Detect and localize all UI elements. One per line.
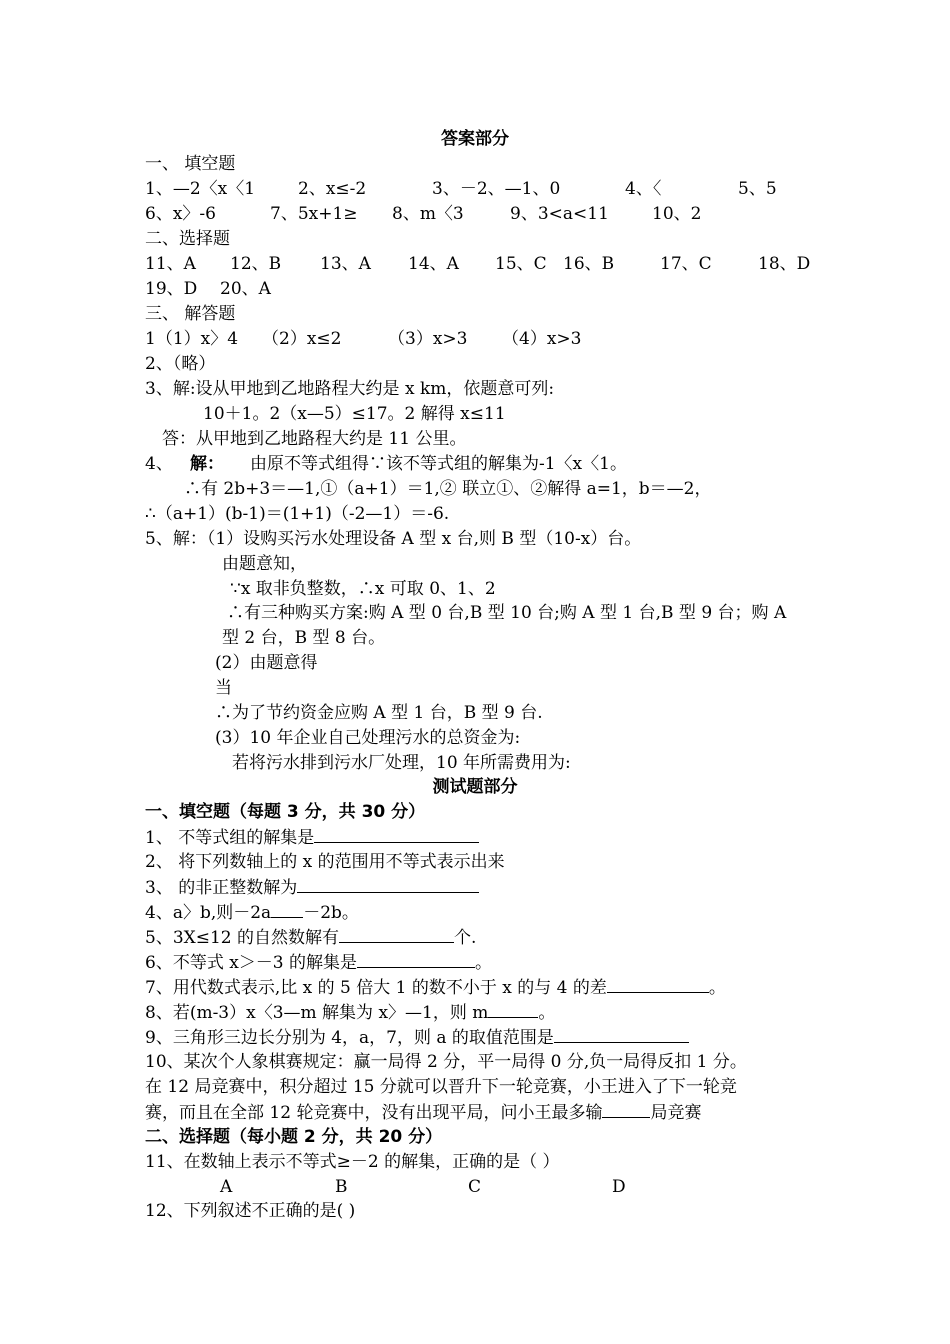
answer-item: 11、A (145, 254, 196, 274)
question-text: －2b。 (303, 903, 359, 923)
answer-line: 2、（略） (145, 354, 216, 374)
question-3 (145, 876, 479, 899)
answer-line: ∴有 2b+3＝—1,①（a+1）＝1,② 联立①、②解得 a=1，b＝—2， (184, 479, 712, 499)
question-text: 4、a〉b,则－2a (145, 903, 272, 923)
answer-blank[interactable] (297, 876, 479, 893)
question-4 (145, 901, 359, 924)
answer-item: 7、5x+1≥ (270, 204, 358, 224)
answer-line: 答：从甲地到乙地路程大约是 11 公里。 (162, 429, 467, 449)
answer-item: 16、B (563, 254, 615, 274)
question-6 (145, 951, 492, 974)
option-c[interactable]: C (468, 1177, 482, 1197)
answer-item: 5、5 (738, 179, 777, 199)
option-d[interactable]: D (612, 1177, 626, 1197)
test-title: 测试题部分 (432, 777, 518, 797)
question-text: 。 (538, 1003, 556, 1023)
answer-blank[interactable] (339, 926, 454, 943)
answer-item: 20、A (220, 279, 271, 299)
answer-item: 12、B (230, 254, 282, 274)
answer-line: 3、解:设从甲地到乙地路程大约是 x km，依题意可列: (145, 379, 555, 399)
option-b[interactable]: B (335, 1177, 348, 1197)
answer-item: 6、x〉-6 (145, 204, 216, 224)
answer-line: 当 (215, 678, 232, 698)
question-text: 7、用代数式表示,比 x 的 5 倍大 1 的数不小于 x 的与 4 的差 (145, 978, 607, 998)
question-text: 5、3X≤12 的自然数解有 (145, 928, 340, 948)
question-12: 12、下列叙述不正确的是( ) (145, 1201, 356, 1221)
answer-blank[interactable] (314, 826, 479, 843)
test-section-choice: 二、选择题（每小题 2 分，共 20 分） (145, 1127, 443, 1147)
answer-blank[interactable] (357, 951, 475, 968)
answer-item: 13、A (320, 254, 371, 274)
answers-section-solve: 三、 解答题 (145, 304, 236, 324)
answer-line: ∴有三种购买方案:购 A 型 0 台,B 型 10 台;购 A 型 1 台,B 型 9 台；购 A (227, 603, 787, 623)
answer-item: 4、〈 (625, 179, 662, 199)
question-10-line-3 (145, 1101, 701, 1124)
answer-item: 19、D (145, 279, 198, 299)
question-5 (145, 926, 476, 949)
answer-blank[interactable] (554, 1026, 689, 1043)
question-text: 个. (454, 928, 477, 948)
question-8 (145, 1001, 555, 1024)
answer-item: 1（1）x〉4 (145, 329, 239, 349)
question-10-line-2: 在 12 局竞赛中，积分超过 15 分就可以晋升下一轮竞赛，小王进入了下一轮竞 (145, 1077, 737, 1097)
answer-blank[interactable] (271, 901, 303, 918)
answer-blank[interactable] (488, 1001, 538, 1018)
question-text: 3、 的非正整数解为 (145, 878, 298, 898)
answer-item: 14、A (408, 254, 459, 274)
answer-item: 10、2 (652, 204, 702, 224)
question-text: 9、三角形三边长分别为 4，a，7，则 a 的取值范围是 (145, 1028, 554, 1048)
answer-item: 1、—2〈x〈1 (145, 179, 256, 199)
answer-line: ∵x 取非负整数，∴x 可取 0、1、2 (230, 579, 496, 599)
answers-title: 答案部分 (441, 129, 509, 149)
answer-item: 2、x≤-2 (298, 179, 367, 199)
question-text: 。 (708, 978, 726, 998)
answer-blank[interactable] (602, 1101, 650, 1118)
answer-number: 4、 (145, 454, 173, 474)
question-text: 赛，而且在全部 12 轮竞赛中，没有出现平局，问小王最多输 (145, 1103, 603, 1123)
question-text: 局竞赛 (650, 1103, 702, 1123)
question-text: 1、 不等式组的解集是 (145, 828, 315, 848)
answer-item: 9、3<a<11 (510, 204, 609, 224)
answer-line: 5、解：（1）设购买污水处理设备 A 型 x 台,则 B 型（10-x）台。 (145, 529, 642, 549)
answer-item: 18、D (758, 254, 811, 274)
answer-item: 17、C (660, 254, 712, 274)
answer-item: （3）x>3 (388, 329, 468, 349)
question-11: 11、在数轴上表示不等式≥－2 的解集，正确的是（ ） (145, 1152, 560, 1172)
answers-section-fill: 一、 填空题 (145, 154, 236, 174)
answer-blank[interactable] (607, 976, 709, 993)
question-7 (145, 976, 726, 999)
answer-line: ∴为了节约资金应购 A 型 1 台，B 型 9 台. (215, 703, 543, 723)
question-10-line-1: 10、某次个人象棋赛规定：赢一局得 2 分，平一局得 0 分,负一局得反扣 1 分。 (145, 1052, 747, 1072)
answer-line: 由原不等式组得∵该不等式组的解集为-1〈x〈1。 (250, 454, 627, 474)
answer-line: 型 2 台，B 型 8 台。 (222, 628, 386, 648)
answer-item: （4）x>3 (502, 329, 582, 349)
answer-line: 若将污水排到污水厂处理，10 年所需费用为: (232, 753, 571, 773)
question-1 (145, 826, 479, 849)
answer-item: （2）x≤2 (262, 329, 342, 349)
test-section-fill: 一、填空题（每题 3 分，共 30 分） (145, 802, 426, 822)
answer-line: ∴（a+1）(b-1)＝(1+1)（-2—1）＝-6. (145, 504, 450, 524)
answer-line: (2）由题意得 (215, 653, 318, 673)
answers-section-choice: 二、选择题 (145, 229, 230, 249)
answer-item: 15、C (495, 254, 547, 274)
answer-line: 10＋1。2（x—5）≤17。2 解得 x≤11 (203, 404, 506, 424)
question-text: 6、不等式 x＞－3 的解集是 (145, 953, 358, 973)
question-9 (145, 1026, 689, 1049)
answer-item: 3、－2、—1、0 (432, 179, 561, 199)
option-a[interactable]: A (220, 1177, 233, 1197)
question-2: 2、 将下列数轴上的 x 的范围用不等式表示出来 (145, 852, 505, 872)
answer-line: 由题意知， (222, 554, 307, 574)
question-text: 8、若(m-3）x〈3—m 解集为 x〉—1，则 m (145, 1003, 489, 1023)
question-text: 。 (475, 953, 493, 973)
solution-label: 解： (190, 454, 224, 474)
answer-item: 8、m〈3 (392, 204, 464, 224)
answer-line: (3）10 年企业自己处理污水的总资金为: (215, 728, 521, 748)
